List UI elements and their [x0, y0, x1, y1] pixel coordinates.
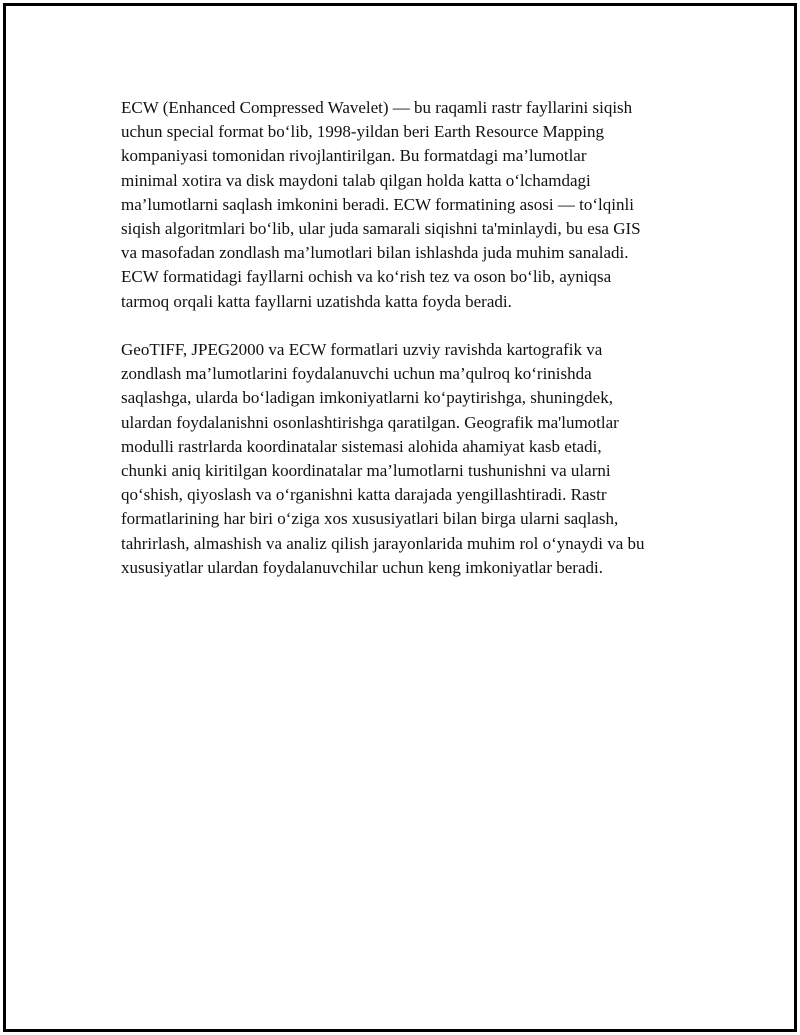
text-line: saqlashga, ularda bo‘ladigan imkoniyatlarni ko‘paytirishga, shuningdek,: [121, 388, 613, 408]
text-line: GeoTIFF, JPEG2000 va ECW formatlari uzviy ravishda kartografik va: [121, 340, 603, 360]
text-line: formatlarining har biri o‘ziga xos xususiyatlari bilan birga ularni saqlash,: [121, 509, 619, 529]
text-line: tarmoq orqali katta fayllarni uzatishda katta foyda beradi.: [121, 291, 512, 311]
text-line: siqish algoritmlari bo‘lib, ular juda samarali siqishni ta'minlaydi, bu esa GIS: [121, 219, 641, 239]
text-line: ECW formatidagi fayllarni ochish va ko‘rish tez va oson bo‘lib, ayniqsa: [121, 267, 612, 287]
text-line: chunki aniq kiritilgan koordinatalar ma’lumotlarni tushunishni va ularni: [121, 461, 611, 481]
text-line: ECW (Enhanced Compressed Wavelet) — bu raqamli rastr fayllarini siqish: [121, 98, 633, 117]
paragraph-ecw: [121, 96, 696, 314]
text-line: uchun special format bo‘lib, 1998-yildan beri Earth Resource Mapping: [121, 122, 604, 142]
text-line: kompaniyasi tomonidan rivojlantirilgan. Bu formatdagi ma’lumotlar: [121, 146, 587, 166]
text-line: ulardan foydalanishni osonlashtirishga qaratilgan. Geografik ma'lumotlar: [121, 412, 619, 432]
text-line: va masofadan zondlash ma’lumotlari bilan ishlashda juda muhim sanaladi.: [121, 243, 629, 263]
text-line: tahrirlash, almashish va analiz qilish jarayonlarida muhim rol o‘ynaydi va bu: [121, 533, 645, 553]
text-line: minimal xotira va disk maydoni talab qilgan holda katta o‘lchamdagi: [121, 170, 591, 190]
document-body: [121, 96, 696, 604]
text-line: qo‘shish, qiyoslash va o‘rganishni katta darajada yengillashtiradi. Rastr: [121, 485, 607, 505]
text-line: ma’lumotlarni saqlash imkonini beradi. ECW formatining asosi — to‘lqinli: [121, 194, 634, 214]
text-line: zondlash ma’lumotlarini foydalanuvchi uchun ma’qulroq ko‘rinishda: [121, 364, 592, 384]
text-line: xususiyatlar ulardan foydalanuvchilar uchun keng imkoniyatlar beradi.: [121, 557, 603, 577]
paragraph-formats: [121, 338, 696, 580]
text-line: modulli rastrlarda koordinatalar sistemasi alohida ahamiyat kasb etadi,: [121, 436, 602, 456]
document-page: [3, 3, 797, 1032]
